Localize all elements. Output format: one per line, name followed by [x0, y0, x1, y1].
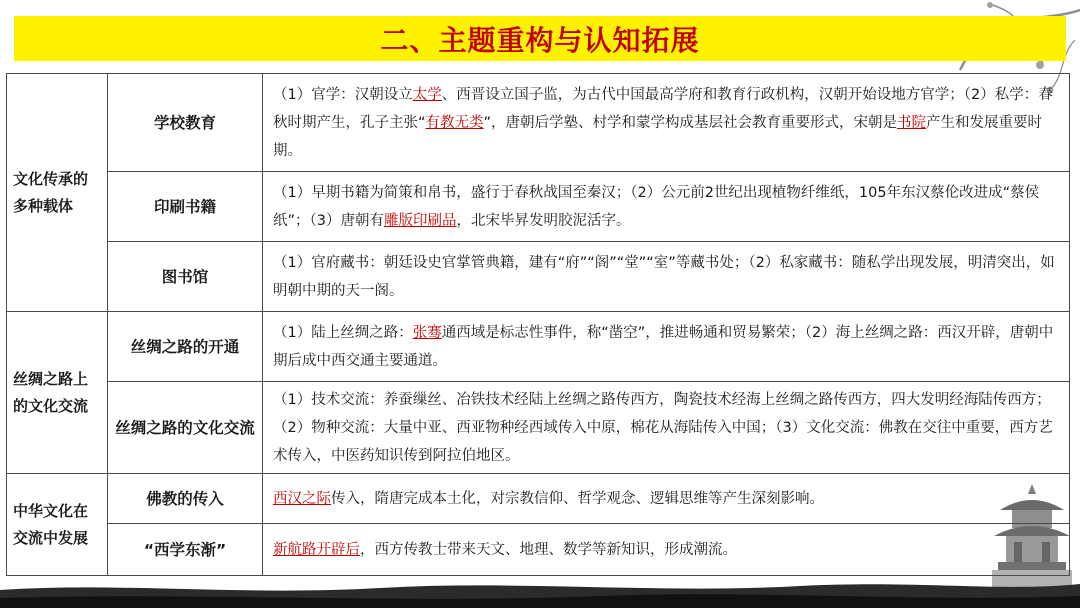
category-cell: 中华文化在交流中发展 — [7, 474, 108, 576]
description-text: ，西方传教士带来天文、地理、数学等新知识，形成潮流。 — [360, 541, 737, 558]
description-text: 通西域是标志性事件，称“凿空”，推进畅通和贸易繁荣；（2）海上丝绸之路：西汉开辟，唐朝中期后成中西交通主要通道。 — [273, 324, 1054, 369]
table-row — [7, 382, 1070, 474]
highlighted-term: 新航路开辟后 — [273, 541, 360, 558]
content-table — [6, 73, 1070, 576]
topic-cell: 印刷书籍 — [108, 172, 263, 242]
table-row — [7, 474, 1070, 524]
description-text: （1）早期书籍为简策和帛书，盛行于春秋战国至秦汉；（2）公元前2世纪出现植物纤维纸，105年东汉蔡伦改进成“蔡侯纸”；（3）唐朝有 — [273, 184, 1040, 229]
description-cell — [263, 382, 1070, 474]
topic-cell: 学校教育 — [108, 74, 263, 172]
description-cell — [263, 172, 1070, 242]
description-text: ，北宋毕昇发明胶泥活字。 — [456, 212, 631, 229]
topic-cell: “西学东渐” — [108, 524, 263, 576]
table-row — [7, 312, 1070, 382]
description-text: （1）官府藏书：朝廷设史官掌管典籍，建有“府”“阁”“堂”“室”等藏书处；（2）私家藏书：随私学出现发展，明清突出，如明朝中期的天一阁。 — [273, 254, 1055, 299]
topic-cell: 图书馆 — [108, 242, 263, 312]
highlighted-term: 西汉之际 — [273, 490, 331, 507]
description-cell — [263, 524, 1070, 576]
highlighted-term: 太学 — [412, 86, 442, 103]
table-row — [7, 524, 1070, 576]
topic-cell: 丝绸之路的开通 — [108, 312, 263, 382]
description-text: 、西晋设立国子监，为古代中国最高学府和教育行政机构，汉朝开始设地方官学；（2）私学：春秋时期产生，孔子主张“ — [273, 86, 1053, 131]
topic-cell: 佛教的传入 — [108, 474, 263, 524]
description-text: （1）技术交流：养蚕缫丝、冶铁技术经陆上丝绸之路传西方，陶瓷技术经海上丝绸之路传西方，四大发明经海陆传西方；（2）物种交流：大量中亚、西亚物种经西域传入中原，棉花从海陆传入中国；（3）文化交流：佛教在交往中重要，西方艺术传入，中医药知识传到阿拉伯地区。 — [273, 391, 1053, 464]
description-cell — [263, 74, 1070, 172]
highlighted-term: 雕版印刷品 — [384, 212, 457, 229]
description-cell — [263, 312, 1070, 382]
table-row — [7, 172, 1070, 242]
description-cell — [263, 474, 1070, 524]
table-row — [7, 74, 1070, 172]
highlighted-term: 张骞 — [412, 324, 442, 341]
highlighted-term: 有教无类 — [425, 114, 484, 131]
title-banner — [14, 16, 1066, 61]
category-cell: 文化传承的多种载体 — [7, 74, 108, 312]
description-text: （1）官学：汉朝设立 — [273, 86, 413, 103]
description-text: ”，唐朝后学塾、村学和蒙学构成基层社会教育重要形式，宋朝是 — [483, 114, 898, 131]
table-row — [7, 242, 1070, 312]
description-text: 产生和发展重要时期。 — [273, 114, 1043, 159]
page-title: 二、主题重构与认知拓展 — [380, 23, 700, 57]
description-text: （1）陆上丝绸之路： — [273, 324, 413, 341]
description-text: 传入，隋唐完成本土化，对宗教信仰、哲学观念、逻辑思维等产生深刻影响。 — [331, 490, 824, 507]
description-cell — [263, 242, 1070, 312]
highlighted-term: 书院 — [897, 114, 927, 131]
category-cell: 丝绸之路上的文化交流 — [7, 312, 108, 474]
topic-cell: 丝绸之路的文化交流 — [108, 382, 263, 474]
